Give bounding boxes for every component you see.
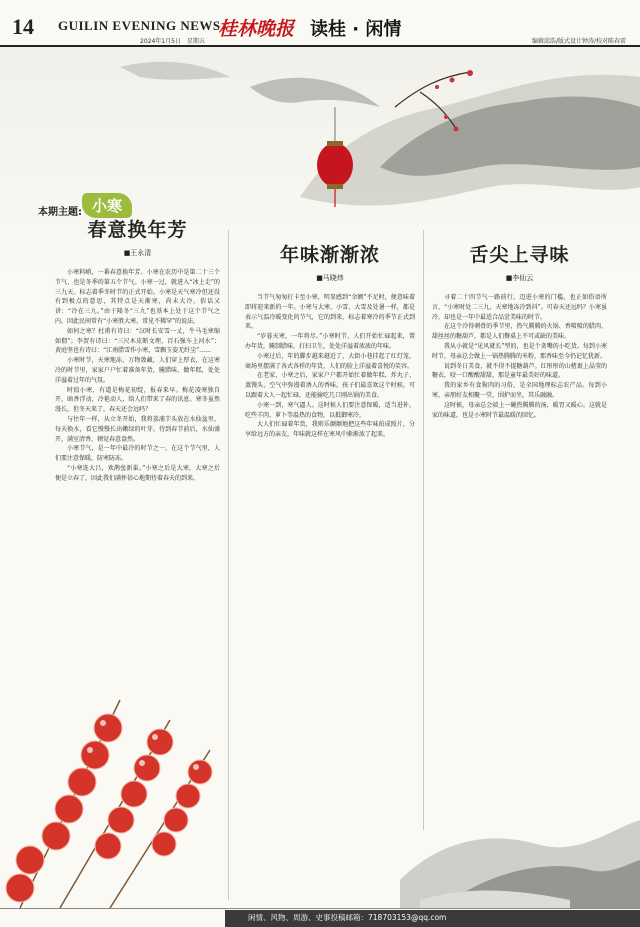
footer-rule	[0, 908, 640, 909]
column-divider	[423, 230, 424, 830]
page-number: 14	[12, 14, 34, 39]
theme-tag: 小寒	[82, 193, 132, 218]
paper-name: GUILIN EVENING NEWS	[58, 18, 221, 33]
article-author: ■王永清	[123, 249, 152, 257]
article-column-3	[432, 240, 607, 420]
article-paragraph: 小寒时节，天寒地冻，万物敛藏，人们穿上厚衣，在这寒冷的时节里，家家户户忙着准备年货，腌腊味、做年糕，处处洋溢着过年的气氛。	[55, 357, 220, 384]
article-paragraph: 小寒过后，年的脚步越来越近了，大街小巷挂起了红灯笼，商场里摆满了各式各样的年货，人们的脸上洋溢着喜悦的笑容。	[245, 352, 415, 370]
article-column-2	[245, 240, 415, 440]
article-paragraph: “岁暮天寒，一年将尽。”小寒时节，人们开始忙碌起来，置办年货，腌制腊味，打扫卫生，处处洋溢着浓浓的年味。	[245, 333, 415, 350]
article-paragraph: 小寒一到，寒气逼人。这时候人们要注意保暖，适当进补，吃些羊肉、萝卜等温热的食物，以抵御寒冷。	[245, 401, 415, 419]
article-paragraph: 当节气匆匆打卡至小寒，明显感到“余额”不足时，便意味着即将迎来新的一年。小寒与大寒、小雪、大雪及处暑一样，都是表示气温冷暖变化的节气，它的到来，标志着寒冷的季节正式到来。	[245, 294, 415, 331]
date-line: 2024年1月5日 星期五	[140, 38, 205, 45]
snow-landscape-illustration	[400, 800, 640, 908]
article-paragraph: 说到冬日美食，就不得不提糖葫芦。红彤彤的山楂裹上晶莹的糖衣，咬一口酸酸甜甜，那是童年最美好的味道。	[432, 362, 607, 380]
article-paragraph: 时值小寒，有道是梅花初绽，报春来早。梅花凌寒独自开，暗香浮动，冷艳动人，给人们带来了春的讯息。寒冬虽然漫长，但冬天来了，春天还会远吗？	[55, 386, 220, 414]
article-column-1	[55, 215, 220, 484]
article-paragraph: 这时候，母亲总会端上一碗热腾腾的汤，暖胃又暖心。这就是家的味道，也是小寒时节最温暖的回忆。	[432, 401, 607, 419]
candied-haws-illustration	[0, 660, 235, 908]
article-author: ■马晓炜	[316, 274, 344, 282]
theme-label: 本期主题:	[38, 207, 82, 218]
column-divider	[228, 230, 229, 900]
article-paragraph: 如何之寒？杜甫有诗曰：“汉时长安雪一丈，牛马毛寒缩如猬”；李贺有诗曰：“三尺木皮断文理，百石强车上河水”；黄庭坚也有诗曰：“江南腊雪作小寒，雪飘玉姿无纤尘”……	[55, 327, 220, 355]
article-paragraph: 在这个冷得刺骨的季节里，热气腾腾的火锅、香喷喷的腊肉、甜丝丝的糖葫芦，都是人们餐桌上不可或缺的美味。	[432, 323, 607, 341]
brand-logo: 桂林晚报	[218, 18, 295, 40]
editors-credit: 编辑邱浩/版式设计钟涛/校对陈春雷	[531, 38, 626, 45]
article-paragraph: 小寒料峭，一番春意换年芳。小寒在农历中是第二十三个节气，也是冬季的第五个节气。小寒一过，就进入“冰上走”的三九天。标志着季冬时节的正式开始。小寒是天气寒冷但还没有到极点的意思，其特点是天渐寒，尚未大冷。俗话又讲：“冷在三九。”由于隆冬“三九”也基本上处于这个节气之内，因此民间常有“小寒胜大寒，常见不稀罕”的说法。	[55, 269, 220, 325]
article-title: 年味渐渐浓	[279, 244, 380, 266]
article-title: 舌尖上寻味	[469, 244, 570, 266]
section-title: 读桂 · 闲情	[310, 19, 402, 40]
article-paragraph: 小寒节气，是一年中最冷的时节之一，在这个节气里，人们要注意保暖，防寒防冻。	[55, 445, 220, 463]
article-title: 春意换年芳	[87, 219, 188, 241]
masthead	[0, 0, 640, 46]
article-author: ■李仙云	[505, 274, 534, 282]
article-paragraph: 寻着二十四节气一路前行，迈进小寒的门槛，也正如俗语所言，“小寒时处二三九，天寒地冻冷到抖”。可春天还远吗？小寒虽冷，却也是一年中最适合品尝美味的时节。	[432, 294, 607, 321]
submission-email: 闲情、风物、周游、史事投稿邮箱：718703153@qq.com	[248, 913, 447, 922]
article-paragraph: 在老家，小寒之后，家家户户都开始忙着做年糕、炸丸子、蒸馒头，空气中弥漫着诱人的香味。孩子们最喜欢这个时候，可以跟着大人一起忙碌，还能偷吃几口刚出锅的美食。	[245, 372, 415, 399]
article-paragraph: 我的家乡有食狗肉的习俗，是全国地理标志农产品。每到小寒，亲朋好友相聚一堂，围炉而坐，其乐融融。	[432, 382, 607, 399]
article-paragraph: “小寒连大吕，欢鹊垒新巢。”小寒之后是大寒，大寒之后便是立春了，因此我们满怀信心地期待着春天的到来。	[55, 464, 220, 482]
article-paragraph: 大人们忙碌着年货，我则乐颠颠地把这些年味拍成照片，分享给远方的亲友，年味就这样在寒风中渐渐浓了起来。	[245, 421, 415, 439]
article-paragraph: 我从小就是“见风就长”型的，也是个贪嘴的小吃货。每到小寒时节，母亲总会做上一锅热腾腾的米粉，那香味至今仍记忆犹新。	[432, 342, 607, 360]
article-paragraph: 与往年一样，从立冬开始，我将荔浦芋头放在水仙盆里，每天换水，看它慢慢长出嫩绿的叶芽。待到春节前后，水仙盛开，满室清香，顿觉春意盎然。	[55, 415, 220, 443]
